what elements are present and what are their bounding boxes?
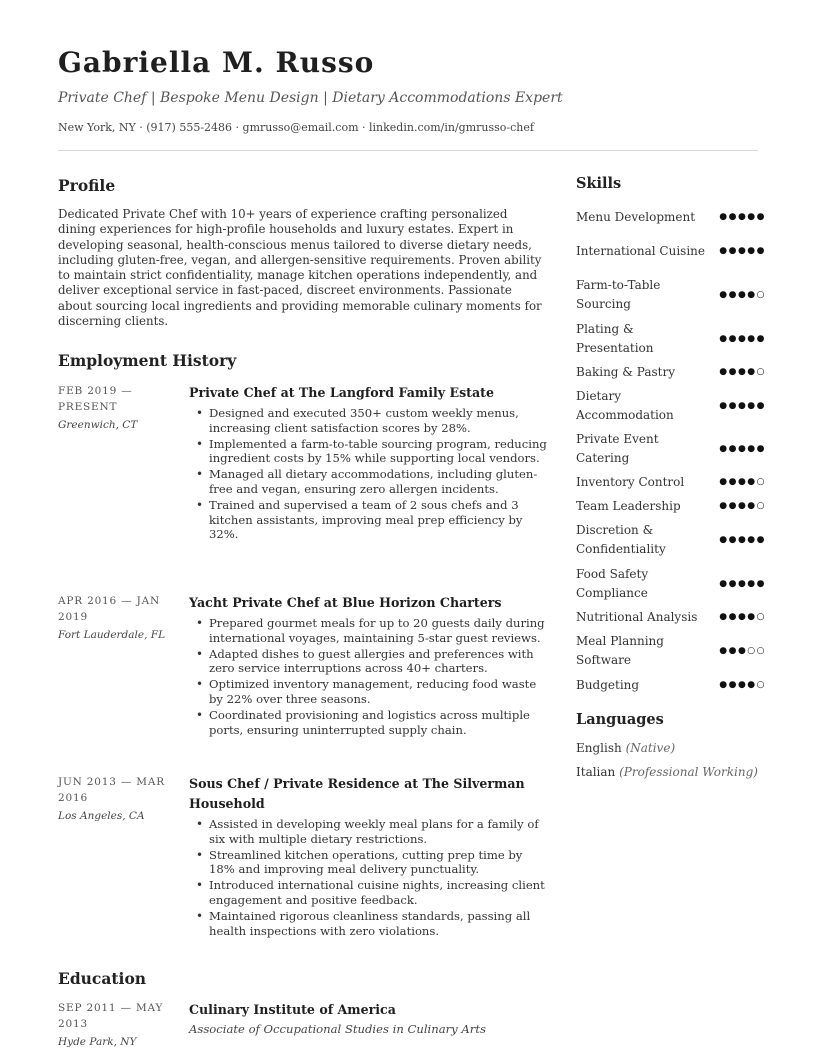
job-2 (189, 593, 549, 739)
job-bullet: • Assisted in developing weekly meal plans for a family of six with multiple dietary restrictions. (189, 817, 549, 846)
skill-item (576, 605, 766, 629)
job-bullet: • Maintained rigorous cleanliness standards, passing all health inspections with zero violations. (189, 909, 549, 938)
profile-heading: Profile (58, 176, 116, 195)
job-2-date: APR 2016 — JAN 2019 (58, 595, 160, 623)
job-3-title: Sous Chef / Private Residence at The Silverman Household (189, 776, 525, 811)
job-bullet: • Coordinated provisioning and logistics across multiple ports, ensuring uninterrupted supply chain. (189, 708, 549, 737)
skill-rating-dots: ●●●●● (719, 535, 766, 545)
skill-rating-dots: ●●●●○ (719, 612, 766, 622)
job-bullet: • Trained and supervised a team of 2 sous chefs and 3 kitchen assistants, improving meal prep efficiency by 32%. (189, 498, 549, 542)
skill-item (576, 229, 766, 273)
contact-line: New York, NY · (917) 555-2486 · gmrusso@email.com · linkedin.com/in/gmrusso-chef (58, 121, 534, 134)
education-1 (189, 1000, 549, 1036)
job-3-meta (58, 774, 178, 822)
skill-name: Menu Development (576, 209, 696, 224)
job-bullet: • Implemented a farm-to-table sourcing program, reducing ingredient costs by 15% while supporting local vendors. (189, 437, 549, 466)
skill-item (576, 494, 766, 518)
job-1-location: Greenwich, CT (58, 419, 138, 431)
job-1-title: Private Chef at The Langford Family Estate (189, 385, 494, 400)
skill-rating-dots: ●●●●○ (719, 680, 766, 690)
skills-list (576, 205, 766, 697)
job-2-bullets (189, 616, 549, 737)
skill-name: Inventory Control (576, 474, 685, 489)
skill-item (576, 384, 766, 427)
job-1-bullets (189, 406, 549, 542)
skill-name: Plating & Presentation (576, 321, 654, 355)
skill-rating-dots: ●●●●○ (719, 367, 766, 377)
skill-name: Private Event Catering (576, 431, 659, 465)
job-bullet: • Managed all dietary accommodations, including gluten-free and vegan, ensuring zero allergen incidents. (189, 467, 549, 496)
skill-rating-dots: ●●●●● (719, 246, 766, 256)
skill-rating-dots: ●●●●○ (719, 290, 766, 300)
skill-item (576, 673, 766, 697)
job-2-title: Yacht Private Chef at Blue Horizon Charters (189, 595, 502, 610)
language-item (576, 765, 758, 779)
skill-name: Discretion & Confidentiality (576, 523, 666, 556)
skill-rating-dots: ●●●●● (719, 333, 766, 344)
skill-name: Dietary Accommodation (576, 388, 674, 422)
skill-name: Team Leadership (576, 498, 681, 513)
skill-name: Meal Planning Software (576, 634, 664, 667)
job-2-meta (58, 593, 178, 641)
skill-rating-dots: ●●●●○ (719, 501, 766, 511)
skill-name: Farm-to-Table Sourcing (576, 278, 661, 311)
skill-rating-dots: ●●●●● (719, 443, 766, 454)
skill-item (576, 317, 766, 360)
job-bullet: • Prepared gourmet meals for up to 20 guests daily during international voyages, maintaining 5-star guest reviews. (189, 616, 549, 645)
skill-item (576, 273, 766, 317)
job-1-date: FEB 2019 — PRESENT (58, 385, 133, 413)
skill-rating-dots: ●●●○○ (719, 646, 766, 656)
candidate-name: Gabriella M. Russo (58, 46, 375, 79)
skill-name: Food Safety Compliance (576, 566, 649, 600)
header-divider (58, 150, 758, 151)
language-item (576, 741, 675, 755)
job-3-bullets (189, 817, 549, 938)
skills-heading: Skills (576, 175, 622, 192)
education-1-date: SEP 2011 — MAY 2013 (58, 1002, 164, 1030)
education-1-school: Culinary Institute of America (189, 1002, 396, 1017)
skill-rating-dots: ●●●●● (719, 578, 766, 589)
skill-item (576, 205, 766, 229)
employment-heading: Employment History (58, 351, 237, 370)
language-name: Italian (576, 765, 616, 779)
skill-item (576, 562, 766, 605)
job-3-location: Los Angeles, CA (58, 810, 145, 822)
education-1-location: Hyde Park, NY (58, 1036, 137, 1048)
skill-rating-dots: ●●●●● (719, 212, 766, 222)
skill-item (576, 518, 766, 562)
skill-item (576, 470, 766, 494)
education-heading: Education (58, 969, 147, 988)
language-level: (Professional Working) (619, 765, 758, 779)
language-name: English (576, 741, 622, 755)
skill-name: International Cuisine (576, 243, 706, 258)
candidate-tagline: Private Chef | Bespoke Menu Design | Dietary Accommodations Expert (58, 90, 563, 106)
job-bullet: • Designed and executed 350+ custom weekly menus, increasing client satisfaction scores by 28%. (189, 406, 549, 435)
job-3 (189, 774, 549, 940)
job-2-location: Fort Lauderdale, FL (58, 629, 166, 641)
language-level: (Native) (625, 741, 676, 755)
job-bullet: • Streamlined kitchen operations, cutting prep time by 18% and improving meal delivery punctuality. (189, 848, 549, 877)
skill-item (576, 629, 766, 673)
education-1-meta (58, 1000, 178, 1048)
skill-rating-dots: ●●●●● (719, 400, 766, 411)
languages-heading: Languages (576, 711, 664, 728)
profile-text: Dedicated Private Chef with 10+ years of experience crafting personalized dining experiences for high-profile households and luxury estates. Expert in developing seasonal, health-conscious menus tailored to diverse dietary needs, including gluten-free, vegan, and allergen-sensitive requirements. Proven ability to maintain strict confidentiality, manage kitchen operations independently, and deliver exceptional service in fast-paced, discreet environments. Passionate about sourcing local ingredients and providing memorable culinary moments for discerning clients. (58, 207, 542, 329)
job-bullet: • Introduced international cuisine nights, increasing client engagement and positive feedback. (189, 878, 549, 907)
skill-item (576, 427, 766, 470)
job-bullet: • Adapted dishes to guest allergies and preferences with zero service interruptions across 40+ charters. (189, 647, 549, 676)
skill-name: Baking & Pastry (576, 364, 675, 379)
job-3-date: JUN 2013 — MAR 2016 (58, 776, 165, 804)
job-1-meta (58, 383, 178, 431)
skill-name: Budgeting (576, 677, 640, 692)
job-bullet: • Optimized inventory management, reducing food waste by 22% over three seasons. (189, 677, 549, 706)
job-1 (189, 383, 549, 543)
education-1-degree: Associate of Occupational Studies in Culinary Arts (189, 1022, 486, 1036)
skill-name: Nutritional Analysis (576, 609, 698, 624)
skill-item (576, 360, 766, 384)
skill-rating-dots: ●●●●○ (719, 477, 766, 487)
